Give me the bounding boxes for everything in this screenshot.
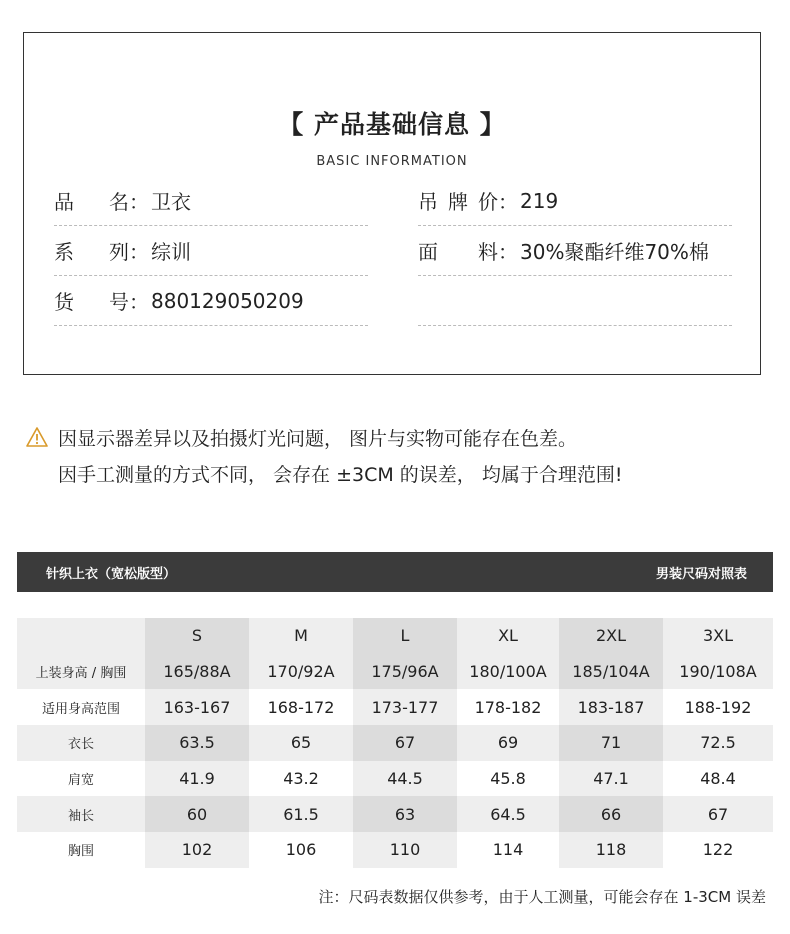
size-label: 2XL: [559, 618, 663, 654]
info-value-sku: 880129050209: [151, 288, 304, 313]
measure-value: 67: [353, 725, 457, 761]
info-value-series: 综训: [151, 240, 191, 264]
size-table-row: [17, 689, 773, 725]
size-label: M: [249, 618, 353, 654]
measure-value: 183-187: [559, 689, 663, 725]
measure-value: 48.4: [663, 761, 773, 797]
measure-value: 188-192: [663, 689, 773, 725]
notice-line-2: 因手工测量的方式不同， 会存在 ±3CM 的误差， 均属于合理范围!: [58, 463, 623, 486]
size-table-row: [17, 796, 773, 832]
info-row-fabric: 面 料 ： 30%聚酯纤维70%棉: [418, 226, 732, 276]
measure-value: 180/100A: [457, 654, 559, 690]
measure-value: 67: [663, 796, 773, 832]
size-chart-title: 男装尺码对照表: [655, 566, 747, 582]
size-table-row: [17, 832, 773, 868]
warning-triangle-icon: [26, 427, 48, 447]
size-table-row: [17, 761, 773, 797]
size-label: L: [353, 618, 457, 654]
size-header-row: [17, 618, 773, 654]
measure-value: 69: [457, 725, 559, 761]
info-value-price: 219: [520, 188, 559, 213]
info-row-empty: [418, 276, 732, 326]
color-notice: [26, 420, 766, 490]
measure-value: 114: [457, 832, 559, 868]
info-key: 吊 牌 价: [418, 190, 498, 214]
measure-label: 肩宽: [17, 761, 145, 797]
measure-label: 胸围: [17, 832, 145, 868]
measure-value: 178-182: [457, 689, 559, 725]
size-label: XL: [457, 618, 559, 654]
measure-value: 106: [249, 832, 353, 868]
measure-value: 61.5: [249, 796, 353, 832]
measure-value: 60: [145, 796, 249, 832]
measure-value: 110: [353, 832, 457, 868]
measure-value: 43.2: [249, 761, 353, 797]
measure-value: 118: [559, 832, 663, 868]
size-table: [17, 618, 773, 868]
measure-value: 45.8: [457, 761, 559, 797]
measure-value: 63.5: [145, 725, 249, 761]
measure-value: 44.5: [353, 761, 457, 797]
info-subtitle: BASIC INFORMATION: [316, 154, 468, 169]
info-row-sku: 货 号 ： 880129050209: [54, 276, 368, 326]
info-value-name: 卫衣: [151, 190, 191, 214]
product-info-card: [23, 32, 761, 375]
measure-label: 适用身高范围: [17, 689, 145, 725]
size-label: S: [145, 618, 249, 654]
info-title: 【 产品基础信息 】: [278, 110, 506, 139]
measure-value: 173-177: [353, 689, 457, 725]
measure-value: 102: [145, 832, 249, 868]
size-table-row: [17, 654, 773, 690]
size-table-row: [17, 725, 773, 761]
measure-value: 175/96A: [353, 654, 457, 690]
measure-value: 168-172: [249, 689, 353, 725]
size-chart-header: [17, 552, 773, 592]
measure-value: 66: [559, 796, 663, 832]
measure-value: 163-167: [145, 689, 249, 725]
measure-value: 165/88A: [145, 654, 249, 690]
size-chart-category: 针织上衣（宽松版型）: [46, 566, 177, 582]
info-key: 货 号: [54, 290, 129, 314]
info-row-name: 品 名 ： 卫衣: [54, 176, 368, 226]
size-corner-cell: [17, 618, 145, 654]
measure-label: 上装身高 / 胸围: [17, 654, 145, 690]
notice-line-1: 因显示器差异以及拍摄灯光问题， 图片与实物可能存在色差。: [26, 420, 766, 454]
size-chart-footnote: 注：尺码表数据仅供参考，由于人工测量，可能会存在 1-3CM 误差: [318, 888, 766, 906]
info-row-series: 系 列 ： 综训: [54, 226, 368, 276]
measure-value: 170/92A: [249, 654, 353, 690]
measure-label: 衣长: [17, 725, 145, 761]
measure-value: 41.9: [145, 761, 249, 797]
measure-value: 47.1: [559, 761, 663, 797]
measure-value: 63: [353, 796, 457, 832]
measure-value: 190/108A: [663, 654, 773, 690]
info-key: 品 名: [54, 190, 129, 214]
measure-value: 122: [663, 832, 773, 868]
measure-value: 65: [249, 725, 353, 761]
size-label: 3XL: [663, 618, 773, 654]
measure-label: 袖长: [17, 796, 145, 832]
info-key: 系 列: [54, 240, 129, 264]
measure-value: 185/104A: [559, 654, 663, 690]
info-key: 面 料: [418, 240, 498, 264]
measure-value: 72.5: [663, 725, 773, 761]
measure-value: 71: [559, 725, 663, 761]
info-row-price: 吊 牌 价 ： 219: [418, 176, 732, 226]
measure-value: 64.5: [457, 796, 559, 832]
info-value-fabric: 30%聚酯纤维70%棉: [520, 240, 709, 264]
